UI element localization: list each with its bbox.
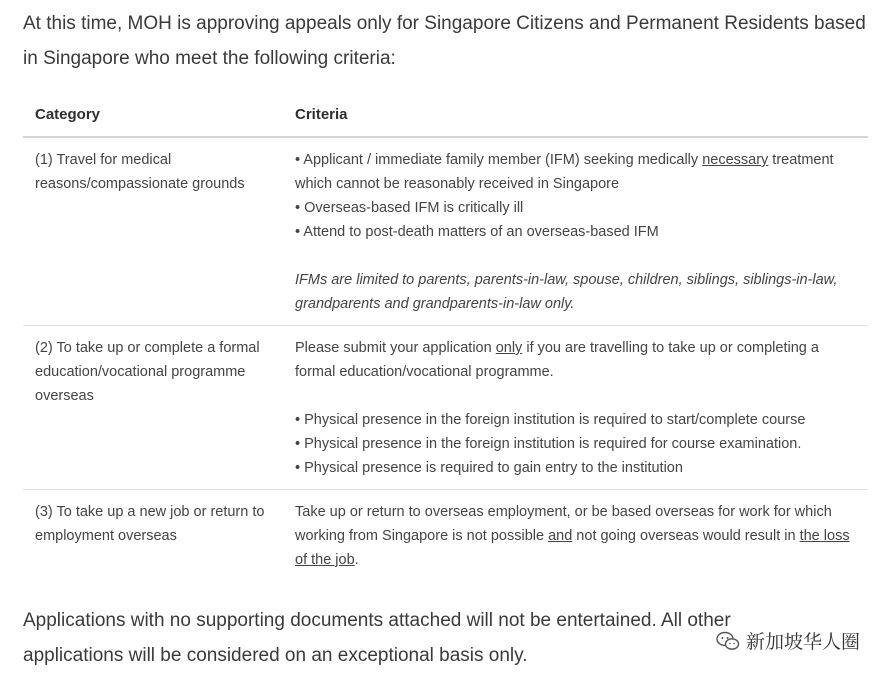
underlined-text: the loss of the job [295, 528, 850, 568]
table-row [23, 137, 868, 326]
criteria-bullet: • Overseas-based IFM is critically ill [295, 200, 524, 216]
row-criteria [283, 490, 868, 582]
intro-paragraph: At this time, MOH is approving appeals only for Singapore Citizens and Permanent Residents based in Singapore who meet the following criteria: [23, 13, 866, 69]
spacer [295, 244, 856, 268]
paragraph-text: . [354, 552, 359, 568]
table-row [23, 490, 868, 582]
criteria-paragraph [295, 336, 856, 384]
paragraph-text: if you are travelling to take up or completing a formal education/vocational programme. [295, 340, 819, 380]
criteria-bullet: • Physical presence in the foreign institution is required for course examination. [295, 436, 802, 452]
table-row [23, 326, 868, 490]
criteria-bullet: • Physical presence is required to gain entry to the institution [295, 460, 683, 476]
underlined-text: and [548, 528, 573, 544]
bullet-text: treatment which cannot be reasonably received in Singapore [295, 152, 834, 192]
row-category: (1) Travel for medical reasons/compassionate grounds [23, 137, 283, 326]
criteria-paragraph [295, 500, 856, 572]
paragraph-text: not going overseas would result in [572, 528, 800, 544]
header-criteria: Criteria [283, 95, 868, 137]
wechat-icon [716, 630, 740, 652]
underlined-text: necessary [702, 152, 769, 168]
watermark-text: 新加坡华人圈 [745, 631, 860, 653]
header-category: Category [23, 95, 283, 137]
row-criteria [283, 137, 868, 326]
bullet-text: • Applicant / immediate family member (IFM) seeking medically [295, 152, 703, 168]
row-category: (3) To take up a new job or return to employment overseas [35, 504, 265, 544]
table-header-row [23, 95, 868, 137]
ifm-note: IFMs are limited to parents, parents-in-law, spouse, children, siblings, siblings-in-law, grandparents and grandparents-in-law only. [295, 272, 838, 312]
row-criteria [283, 326, 868, 490]
row-category: (2) To take up or complete a formal education/vocational programme overseas [23, 326, 283, 490]
outro-paragraph: Applications with no supporting documents attached will not be entertained. All other applications will be considered on an exceptional basis only. [23, 610, 731, 666]
criteria-bullet: • Attend to post-death matters of an overseas-based IFM [295, 224, 659, 240]
criteria-bullet [295, 148, 856, 196]
watermark [716, 627, 860, 654]
paragraph-text: Take up or return to overseas employment, or be based overseas for work for which working from Singapore is not possible [295, 504, 832, 544]
spacer [295, 384, 856, 408]
criteria-bullet: • Physical presence in the foreign institution is required to start/complete course [295, 412, 806, 428]
underlined-text: only [495, 340, 523, 356]
criteria-table [23, 95, 868, 581]
paragraph-text: Please submit your application [295, 340, 496, 356]
